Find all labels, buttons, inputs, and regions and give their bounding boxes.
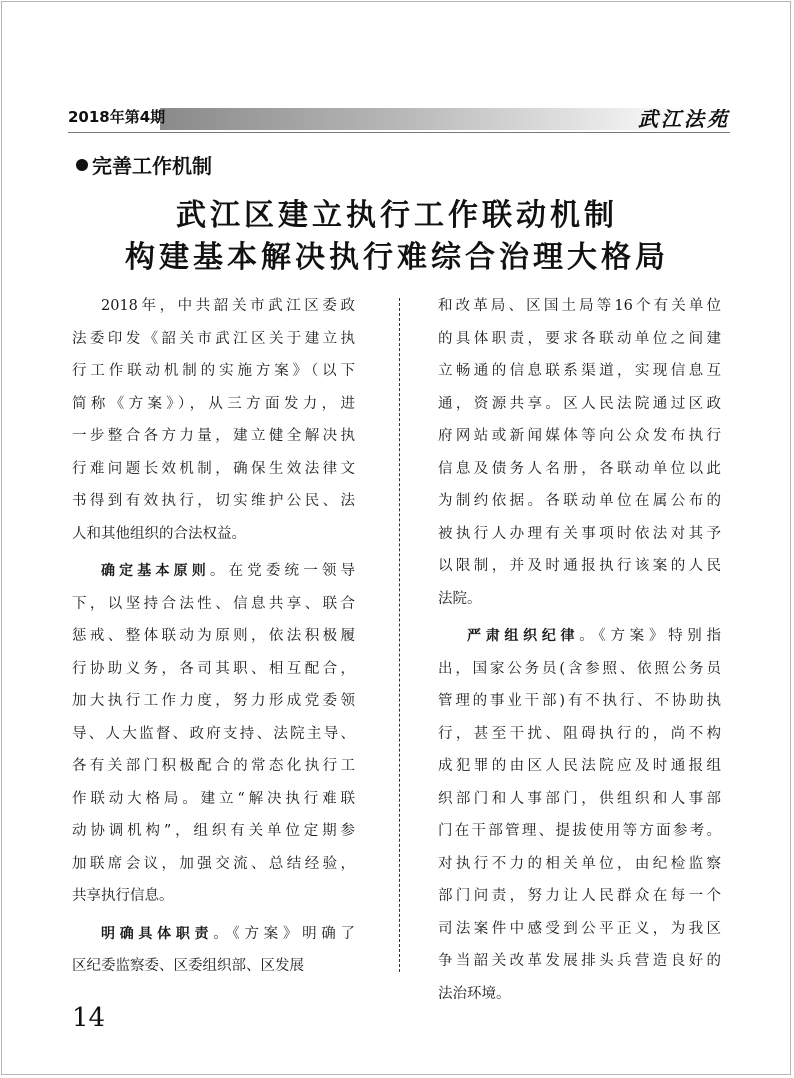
bullet-icon [76, 159, 88, 171]
text-line-content: 对执行不力的相关单位，由纪检监察 [438, 855, 721, 872]
text-line-content: 。《方案》特别指 [579, 628, 722, 644]
text-line-content: 法院。 [438, 590, 482, 607]
article-title-line-2: 构建基本解决执行难综合治理大格局 [125, 240, 669, 275]
text-line [438, 718, 721, 751]
text-line-content: 各有关部门积极配合的常态化执行工 [72, 758, 355, 774]
text-line [438, 880, 721, 913]
text-line-content: 的具体职责，要求各联动单位之间建 [438, 330, 721, 347]
text-line [72, 355, 355, 388]
issue-label: 2018年第4期 [68, 108, 166, 126]
paragraph [72, 555, 355, 913]
text-line [438, 620, 721, 653]
text-line [438, 485, 721, 518]
paragraph-keyword: 明确具体职责 [101, 925, 214, 942]
text-line [438, 290, 721, 323]
text-line [72, 323, 355, 356]
text-line [438, 978, 721, 1011]
text-line [72, 918, 355, 951]
text-line-content: 一步整合各方力量，建立健全解决执 [72, 428, 355, 444]
text-line-content: 门在干部管理、提拔使用等方面参考。 [438, 823, 721, 839]
text-line [438, 583, 721, 616]
text-line [438, 750, 721, 783]
text-line [438, 913, 721, 946]
text-line [72, 420, 355, 453]
text-line-content: 争当韶关改革发展排头兵营造良好的 [438, 953, 721, 969]
text-line [72, 588, 355, 621]
text-line [72, 620, 355, 653]
paragraph [438, 620, 721, 1010]
text-line-content: 和改革局、区国土局等16个有关单位 [438, 298, 721, 314]
text-line [72, 518, 355, 551]
text-line-content: 信息及债务人名册，各联动单位以此 [438, 460, 721, 477]
text-line [72, 290, 355, 323]
text-line-content: 成犯罪的由区人民法院应及时通报组 [438, 758, 721, 774]
text-line-content: 行工作联动机制的实施方案》（以下 [72, 363, 355, 379]
text-line-content: 法治环境。 [438, 985, 511, 1002]
text-line-content: 通，资源共享。区人民法院通过区政 [438, 395, 721, 412]
paragraph [438, 290, 721, 615]
text-line [438, 420, 721, 453]
text-line [72, 950, 355, 983]
paragraph [72, 290, 355, 550]
section-label [76, 150, 212, 179]
journal-name: 武江法苑 [638, 107, 730, 131]
text-line [72, 880, 355, 913]
running-header [68, 101, 730, 133]
text-line [72, 783, 355, 816]
text-line-content: 出，国家公务员(含参照、依照公务员 [438, 660, 721, 677]
text-line-content: 以限制，并及时通报执行该案的人民 [438, 558, 721, 574]
text-line-content: 简称《方案》），从三方面发力，进 [72, 395, 355, 412]
text-line-content: 为制约依据。各联动单位在属公布的 [438, 493, 721, 509]
text-line-content: 动协调机构”，组织有关单位定期参 [72, 823, 355, 839]
text-line [72, 685, 355, 718]
text-line [72, 750, 355, 783]
left-column [72, 290, 355, 983]
text-line [438, 323, 721, 356]
text-line [72, 848, 355, 881]
text-line-content: 法委印发《韶关市武江区关于建立执 [72, 330, 355, 347]
text-line-content: 立畅通的信息联系渠道，实现信息互 [438, 363, 721, 379]
text-line [438, 848, 721, 881]
paragraph-keyword: 严肃组织纪律 [467, 628, 580, 644]
text-line-content: 下，以坚持合法性、信息共享、联合 [72, 595, 355, 612]
text-line [72, 485, 355, 518]
text-line-content: 区纪委监察委、区委组织部、区发展 [72, 958, 304, 974]
right-column [438, 290, 721, 1010]
text-line-content: 惩戒、整体联动为原则，依法积极履 [72, 628, 355, 644]
header-rule [68, 132, 730, 133]
paragraph [72, 918, 355, 983]
text-line [438, 550, 721, 583]
text-line-content: 管理的事业干部)有不执行、不协助执 [438, 693, 721, 709]
text-line [438, 653, 721, 686]
text-line-content: 被执行人办理有关事项时依法对其予 [438, 525, 721, 542]
text-line [72, 718, 355, 751]
text-line [72, 555, 355, 588]
text-line-content: 作联动大格局。建立“解决执行难联 [72, 790, 355, 807]
section-label-text: 完善工作机制 [92, 154, 212, 178]
text-line [438, 783, 721, 816]
text-line-content: 行协助义务，各司其职、相互配合， [72, 660, 355, 677]
paragraph-keyword: 确定基本原则 [101, 563, 210, 579]
text-line [438, 685, 721, 718]
text-line-content: 行，甚至干扰、阻碍执行的，尚不构 [438, 725, 721, 742]
text-line [72, 388, 355, 421]
text-line-content: 。《方案》明确了 [213, 925, 356, 942]
text-line-content: 部门问责，努力让人民群众在每一个 [438, 888, 721, 904]
text-line [72, 815, 355, 848]
column-divider [399, 298, 400, 972]
text-line [438, 815, 721, 848]
text-line-content: 府网站或新闻媒体等向公众发布执行 [438, 428, 721, 444]
text-line-content: 加联席会议，加强交流、总结经验， [72, 855, 355, 872]
text-line [438, 388, 721, 421]
text-line [438, 518, 721, 551]
text-line [438, 453, 721, 486]
page-number: 14 [72, 1003, 106, 1033]
text-line [438, 355, 721, 388]
header-gradient-bar [160, 108, 688, 130]
text-line [72, 653, 355, 686]
text-line-content: 司法案件中感受到公平正义，为我区 [438, 920, 721, 937]
text-line-content: 书得到有效执行，切实维护公民、法 [72, 493, 355, 509]
text-line-content: 2018年，中共韶关市武江区委政 [101, 298, 355, 314]
text-line-content: 共享执行信息。 [72, 888, 174, 904]
article-title-line-1: 武江区建立执行工作联动机制 [176, 198, 618, 233]
text-line-content: 行难问题长效机制，确保生效法律文 [72, 460, 355, 477]
text-line-content: 织部门和人事部门，供组织和人事部 [438, 790, 721, 807]
text-line-content: 导、人大监督、政府支持、法院主导、 [72, 725, 355, 742]
text-line [438, 945, 721, 978]
text-line-content: 加大执行工作力度，努力形成党委领 [72, 693, 355, 709]
text-line [72, 453, 355, 486]
text-line-content: 人和其他组织的合法权益。 [72, 525, 246, 542]
text-line-content: 。在党委统一领导 [209, 563, 356, 579]
